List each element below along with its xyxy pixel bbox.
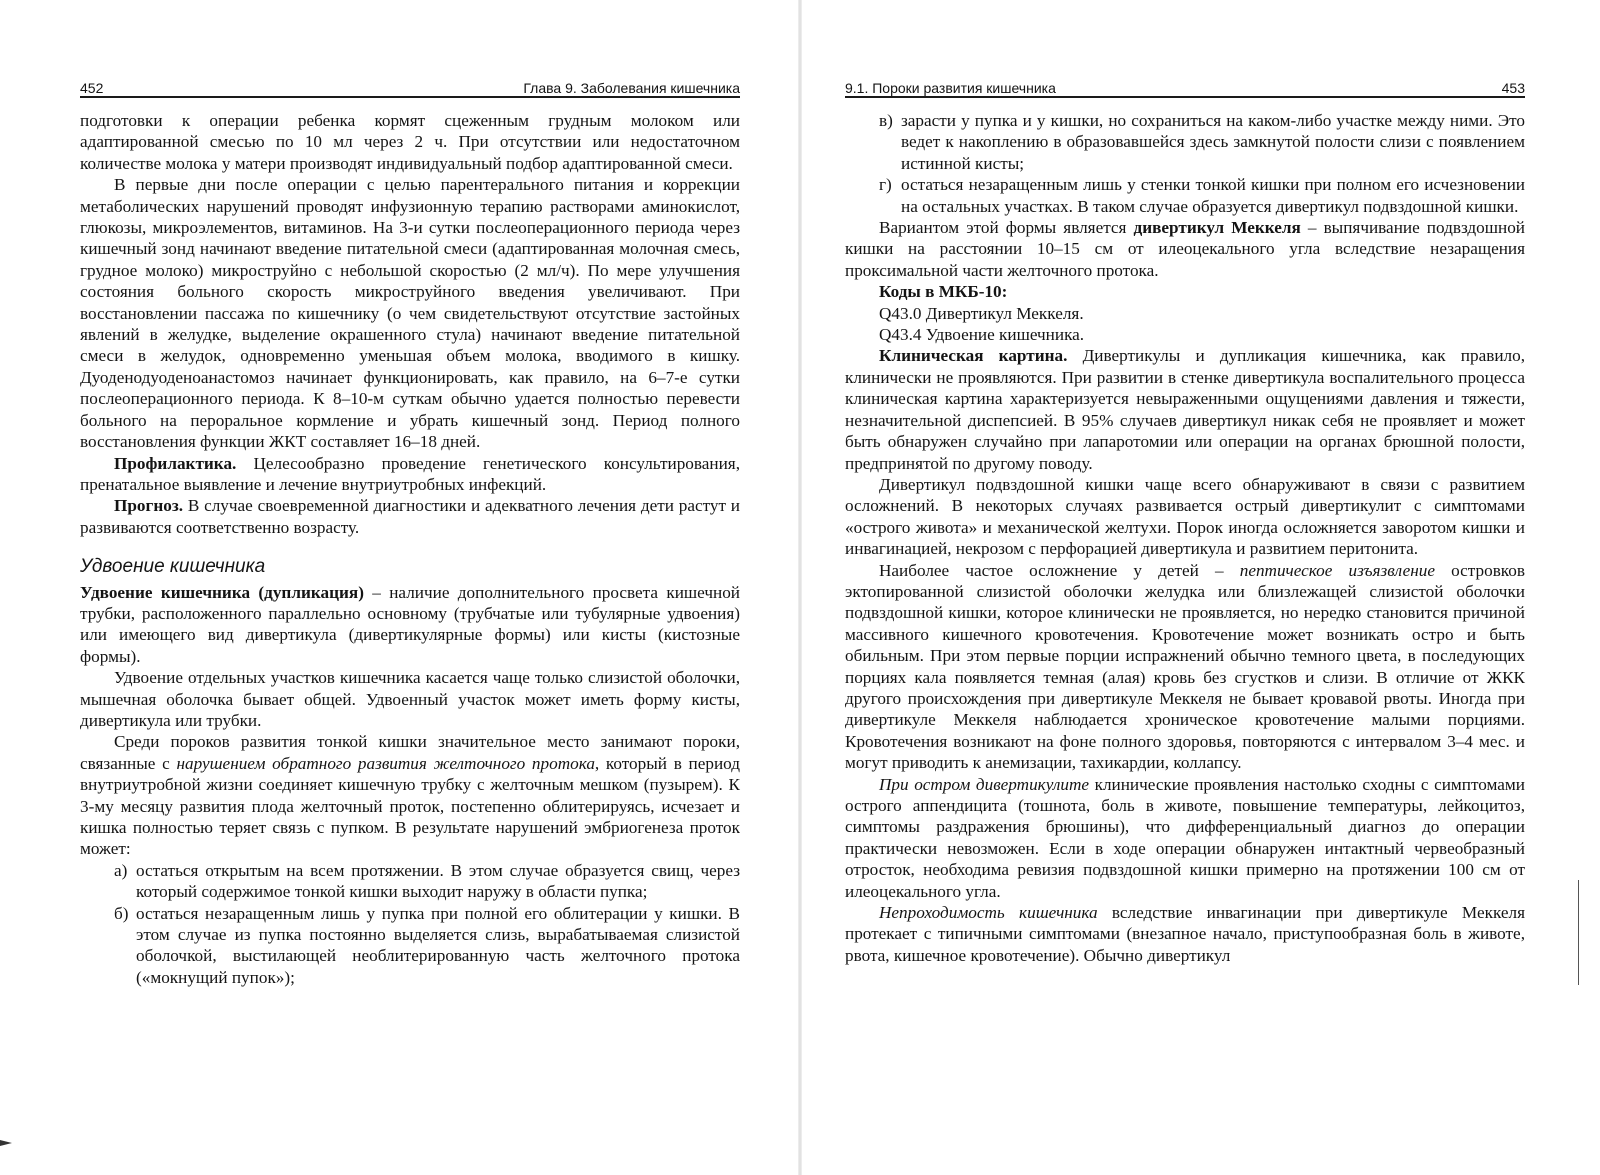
running-head: Глава 9. Заболевания кишечника	[523, 80, 740, 96]
italic-term: пептическое изъязвление	[1239, 560, 1435, 580]
left-page-body	[80, 110, 740, 988]
list-text: зарасти у пупка и у кишки, но сохраниться на каком-либо участке между ними. Это ведет к накоплению в образовавшейся здесь замкнутой полости слизи с появлением истинной кисты;	[901, 111, 1525, 173]
list-text: остаться незаращенным лишь у стенки тонкой кишки при полном его исчезновении на остальных участках. В таком случае образуется дивертикул подвздошной кишки.	[901, 175, 1525, 216]
list-item	[845, 110, 1525, 174]
paragraph	[845, 774, 1525, 902]
paragraph	[80, 495, 740, 538]
paragraph: В первые дни после операции с целью парентерального питания и коррекции метаболических нарушений проводят инфузионную терапию растворами аминокислот, глюкозы, микроэлементов, витаминов. На 3-и сутки послеоперационного периода через кишечный зонд начинают введение питательной смеси (адаптированная молочная смесь, грудное молоко) микроструйно с небольшой скоростью (2 мл/ч). По мере улучшения состояния больного скорость микроструйного введения увеличивают. При восстановлении пассажа по кишечнику (о чем свидетельствуют отсутствие застойных явлений в желудке, выделение окрашенного стула) начинают введение питательной смеси в желудок, одновременно уменьшая объем молока, вводимого в кишку. Дуоденодуоденоанастомоз начинает функционировать, как правило, на 6–7-е сутки послеоперационного периода. К 8–10-м суткам обычно удается полностью перевести больного на пероральное кормление и убрать кишечный зонд. Период полного восстановления функции ЖКТ составляет 16–18 дней.	[80, 175, 740, 452]
list-item	[80, 903, 740, 989]
paragraph	[845, 345, 1525, 473]
list-marker: б)	[114, 903, 129, 923]
paragraph-text: Вариантом этой формы является	[879, 218, 1134, 238]
list-marker: в)	[879, 111, 893, 130]
header-rule	[80, 96, 740, 98]
list-marker: а)	[114, 860, 128, 880]
list-marker: г)	[879, 175, 892, 195]
list-item	[845, 174, 1525, 217]
italic-term: Непроходимость кишечника	[879, 903, 1098, 923]
right-page-body	[845, 110, 1525, 966]
paragraph-text: – наличие дополнительного просвета кишечной трубки, расположенного параллельно основному (трубчатые или тубулярные удвоения) или имеющего вид дивертикула (дивертикулярные формы) или кисты (кистозные формы).	[80, 582, 740, 666]
paragraph	[80, 453, 740, 496]
italic-term: нарушением обратного развития желточного протока	[176, 753, 595, 773]
paragraph-text: вследствие инвагинации при дивертикуле Меккеля протекает с типичными симптомами (внезапное начало, приступообразная боль в животе, рвота, кишечное кровотечение). Обычно дивертикул	[845, 903, 1525, 965]
codes-title-text: Коды в МКБ-10:	[879, 282, 1008, 302]
paragraph-text: Целесообразно проведение генетического консультирования, пренатальное выявление и лечение внутриутробных инфекций.	[80, 453, 740, 494]
section-title: Удвоение кишечника	[80, 556, 266, 578]
right-page-header	[845, 76, 1525, 96]
paragraph-text: Дивертикулы и дупликация кишечника, как правило, клинически не проявляются. При развитии в стенке дивертикула воспалительного процесса клиническая картина характеризуется невыраженными ощущениями давления и тяжести, незначительной диспепсией. В 95% случаев дивертикул никак себя не проявляет и может быть обнаружен случайно при лапаротомии или операции на органах брюшной полости, предпринятой по другому поводу.	[845, 346, 1526, 473]
paragraph: Дивертикул подвздошной кишки чаще всего обнаруживают в связи с развитием осложнений. В некоторых случаях развивается острый дивертикулит с симптомами «острого живота» и механической желтухи. Порок иногда осложняется заворотом кишки и инвагинацией, некрозом с перфорацией дивертикула и развитием перитонита.	[845, 474, 1525, 559]
paragraph	[80, 582, 740, 668]
page-number: 452	[80, 80, 104, 96]
page-number: 453	[1501, 80, 1525, 96]
paragraph-text: Наиболее частое осложнение у детей –	[879, 560, 1240, 580]
italic-term: При остром дивертикулите	[879, 774, 1090, 794]
paragraph	[845, 560, 1525, 774]
paragraph	[845, 217, 1525, 281]
list-item	[80, 860, 740, 903]
paragraph-lead: Профилактика.	[114, 453, 237, 473]
running-head: 9.1. Пороки развития кишечника	[845, 80, 1056, 96]
bold-term: дивертикул Меккеля	[1133, 218, 1301, 238]
paragraph-text: , который в период внутриутробной жизни соединяет кишечную трубку с желточным мешком (пузырем). К 3-му месяцу развития плода желточный проток, постепенно облитерируясь, исчезает и кишка полностью теряет связь с пупком. В результате нарушений эмбриогенеза проток может:	[80, 753, 740, 859]
header-rule	[845, 96, 1525, 98]
paragraph-text: островков эктопированной слизистой оболочки желудка или близлежащей слизистой оболочки подвздошной кишки, которое клинически не проявляется, но нередко становится причиной массивного кишечного кровотечения. Кровотечение может возникать остро и быть обильным. При этом первые порции испражнений обычно темного цвета, в последующих порциях кала появляется темная (алая) кровь без сгустков и слизи. В отличие от ЖКК другого происхождения при дивертикуле Меккеля не бывает кровавой рвоты. Иногда при дивертикуле Меккеля наблюдается хроническое кровотечение малыми порциями. Кровотечения возникают на фоне полного здоровья, повторяются с интервалом 3–4 мес. и могут приводить к анемизации, тахикардии, коллапсу.	[845, 560, 1525, 773]
icd-code: Q43.4 Удвоение кишечника.	[879, 325, 1085, 345]
paragraph-text: В случае своевременной диагностики и адекватного лечения дети растут и развиваются соответственно возрасту.	[80, 496, 740, 537]
paragraph	[80, 731, 740, 859]
paragraph-text: клинические проявления настолько сходны с симптомами острого аппендицита (тошнота, боль в животе, повышение температуры, лейкоцитоз, симптомы раздражения брюшины), что дифференциальный диагноз до операции практически невозможен. Если в ходе операции обнаружен интактный червеобразный отросток, необходима ревизия подвздошной кишки примерно на протяжении 100 см от илеоцекального угла.	[845, 774, 1526, 901]
paragraph-lead: Прогноз.	[114, 496, 184, 516]
list-text: остаться открытым на всем протяжении. В этом случае образуется свищ, через который содержимое тонкой кишки выходит наружу в области пупка;	[136, 860, 740, 902]
paragraph: Удвоение отдельных участков кишечника касается чаще только слизистой оболочки, мышечная оболочка бывает общей. Удвоенный участок может иметь форму кисты, дивертикула или трубки.	[80, 668, 740, 730]
list-text: остаться незаращенным лишь у пупка при полной его облитерации у кишки. В этом случае из пупка постоянно выделяется слизь, вырабатываемая слизистой оболочкой, выстилающей необлитерированную часть желточного протока («мокнущий пупок»);	[136, 903, 740, 987]
left-page-header	[80, 76, 740, 96]
paragraph-lead: Удвоение кишечника (дупликация)	[80, 582, 364, 602]
edge-mark	[0, 1140, 12, 1146]
paragraph-lead: Клиническая картина.	[879, 346, 1068, 366]
right-page	[800, 0, 1600, 1175]
page-edge-line	[1578, 880, 1579, 985]
codes-title	[845, 281, 1525, 302]
paragraph: подготовки к операции ребенка кормят сцеженным грудным молоком или адаптированной смесью по 10 мл через 2 ч. При отсутствии или недостаточном количестве молока у матери производят индивидуальный подбор адаптированной смеси.	[80, 111, 740, 173]
paragraph-text: Среди пороков развития тонкой кишки значительное место занимают пороки, связанные с	[80, 732, 740, 773]
paragraph	[845, 902, 1525, 966]
paragraph-text: – выпячивание подвздошной кишки на расстоянии 10–15 см от илеоцекального угла вследствие незаращения проксимальной части желточного протока.	[845, 218, 1525, 280]
icd-code: Q43.0 Дивертикул Меккеля.	[879, 303, 1084, 323]
